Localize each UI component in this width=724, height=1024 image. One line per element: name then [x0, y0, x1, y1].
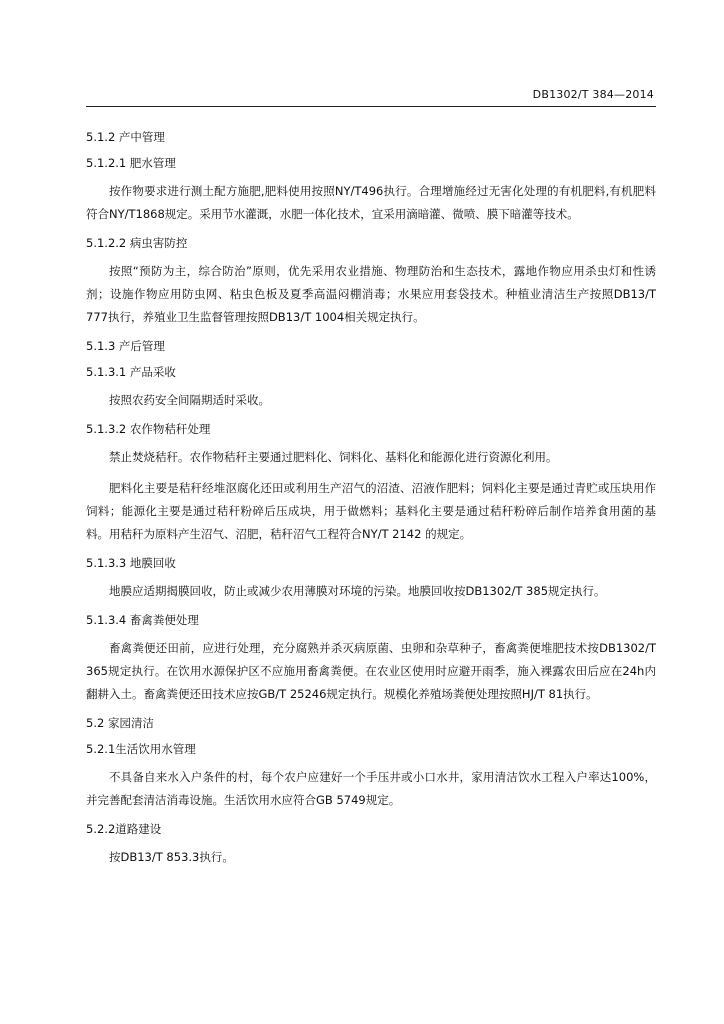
section-heading-5-2: 5.2 家园清洁 [86, 716, 154, 730]
header-divider [86, 106, 656, 107]
paragraph-harvest: 按照农药安全间隔期适时采收。 [109, 393, 270, 407]
paragraph-fertilizer-water: 按作物要求进行测土配方施肥,肥料使用按照NY/T496执行。合理增施经过无害化处理的有机肥料,有机肥料符合NY/T1868规定。采用节水灌溉，水肥一体化技术，宜采用滴暗灌、微喷、膜下暗灌等技术。 [86, 184, 656, 221]
section-heading-5-1-3: 5.1.3 产后管理 [86, 339, 165, 353]
paragraph-manure: 畜禽粪便还田前，应进行处理，充分腐熟并杀灭病原菌、虫卵和杂草种子，畜禽粪便堆肥技术按DB1302/T 365规定执行。在饮用水源保护区不应施用畜禽粪便。在农业区使用时应避开雨季，施入裸露农田后应在24h内翻耕入土。畜禽粪便还田技术应按GB/T 25246规定执行。规模化养殖场粪便处理按照HJ/T 81执行。 [86, 641, 656, 701]
standard-code: DB1302/T 384—2014 [532, 88, 654, 101]
section-heading-5-1-2-1: 5.1.2.1 肥水管理 [86, 156, 176, 170]
section-heading-5-1-3-1: 5.1.3.1 产品采收 [86, 365, 176, 379]
section-heading-5-1-3-4: 5.1.3.4 畜禽粪便处理 [86, 613, 199, 627]
paragraph-straw-2: 肥料化主要是秸秆经堆沤腐化还田或利用生产沼气的沼渣、沼液作肥料；饲料化主要是通过青贮或压块用作饲料；能源化主要是通过秸秆粉碎后压成块，用于做燃料；基料化主要是通过秸秆粉碎后制作培养食用菌的基料。用秸秆为原料产生沼气、沼肥，秸秆沼气工程符合NY/T 2142 的规定。 [86, 481, 656, 541]
document-body [86, 128, 656, 877]
section-heading-5-1-3-3: 5.1.3.3 地膜回收 [86, 556, 176, 570]
section-heading-5-2-2: 5.2.2道路建设 [86, 822, 162, 836]
paragraph-pest-control: 按照“预防为主，综合防治”原则，优先采用农业措施、物理防治和生态技术，露地作物应用杀虫灯和性诱剂；设施作物应用防虫网、粘虫色板及夏季高温闷棚消毒；水果应用套袋技术。种植业清洁生产按照DB13/T 777执行，养殖业卫生监督管理按照DB13/T 1004相关规定执行。 [86, 264, 656, 324]
paragraph-road: 按DB13/T 853.3执行。 [109, 850, 234, 864]
section-heading-5-1-2-2: 5.1.2.2 病虫害防控 [86, 236, 188, 250]
section-heading-5-1-2: 5.1.2 产中管理 [86, 130, 165, 144]
paragraph-straw-1: 禁止焚烧秸秆。农作物秸秆主要通过肥料化、饲料化、基料化和能源化进行资源化利用。 [109, 450, 558, 464]
section-heading-5-2-1: 5.2.1生活饮用水管理 [86, 742, 196, 756]
section-heading-5-1-3-2: 5.1.3.2 农作物秸秆处理 [86, 422, 211, 436]
paragraph-film-recovery: 地膜应适期揭膜回收，防止或减少农用薄膜对环境的污染。地膜回收按DB1302/T 385规定执行。 [109, 584, 606, 598]
paragraph-drinking-water: 不具备自来水入户条件的村，每个农户应建好一个手压井或小口水井，家用清洁饮水工程入户率达100%，并完善配套清洁消毒设施。生活饮用水应符合GB 5749规定。 [86, 770, 656, 807]
